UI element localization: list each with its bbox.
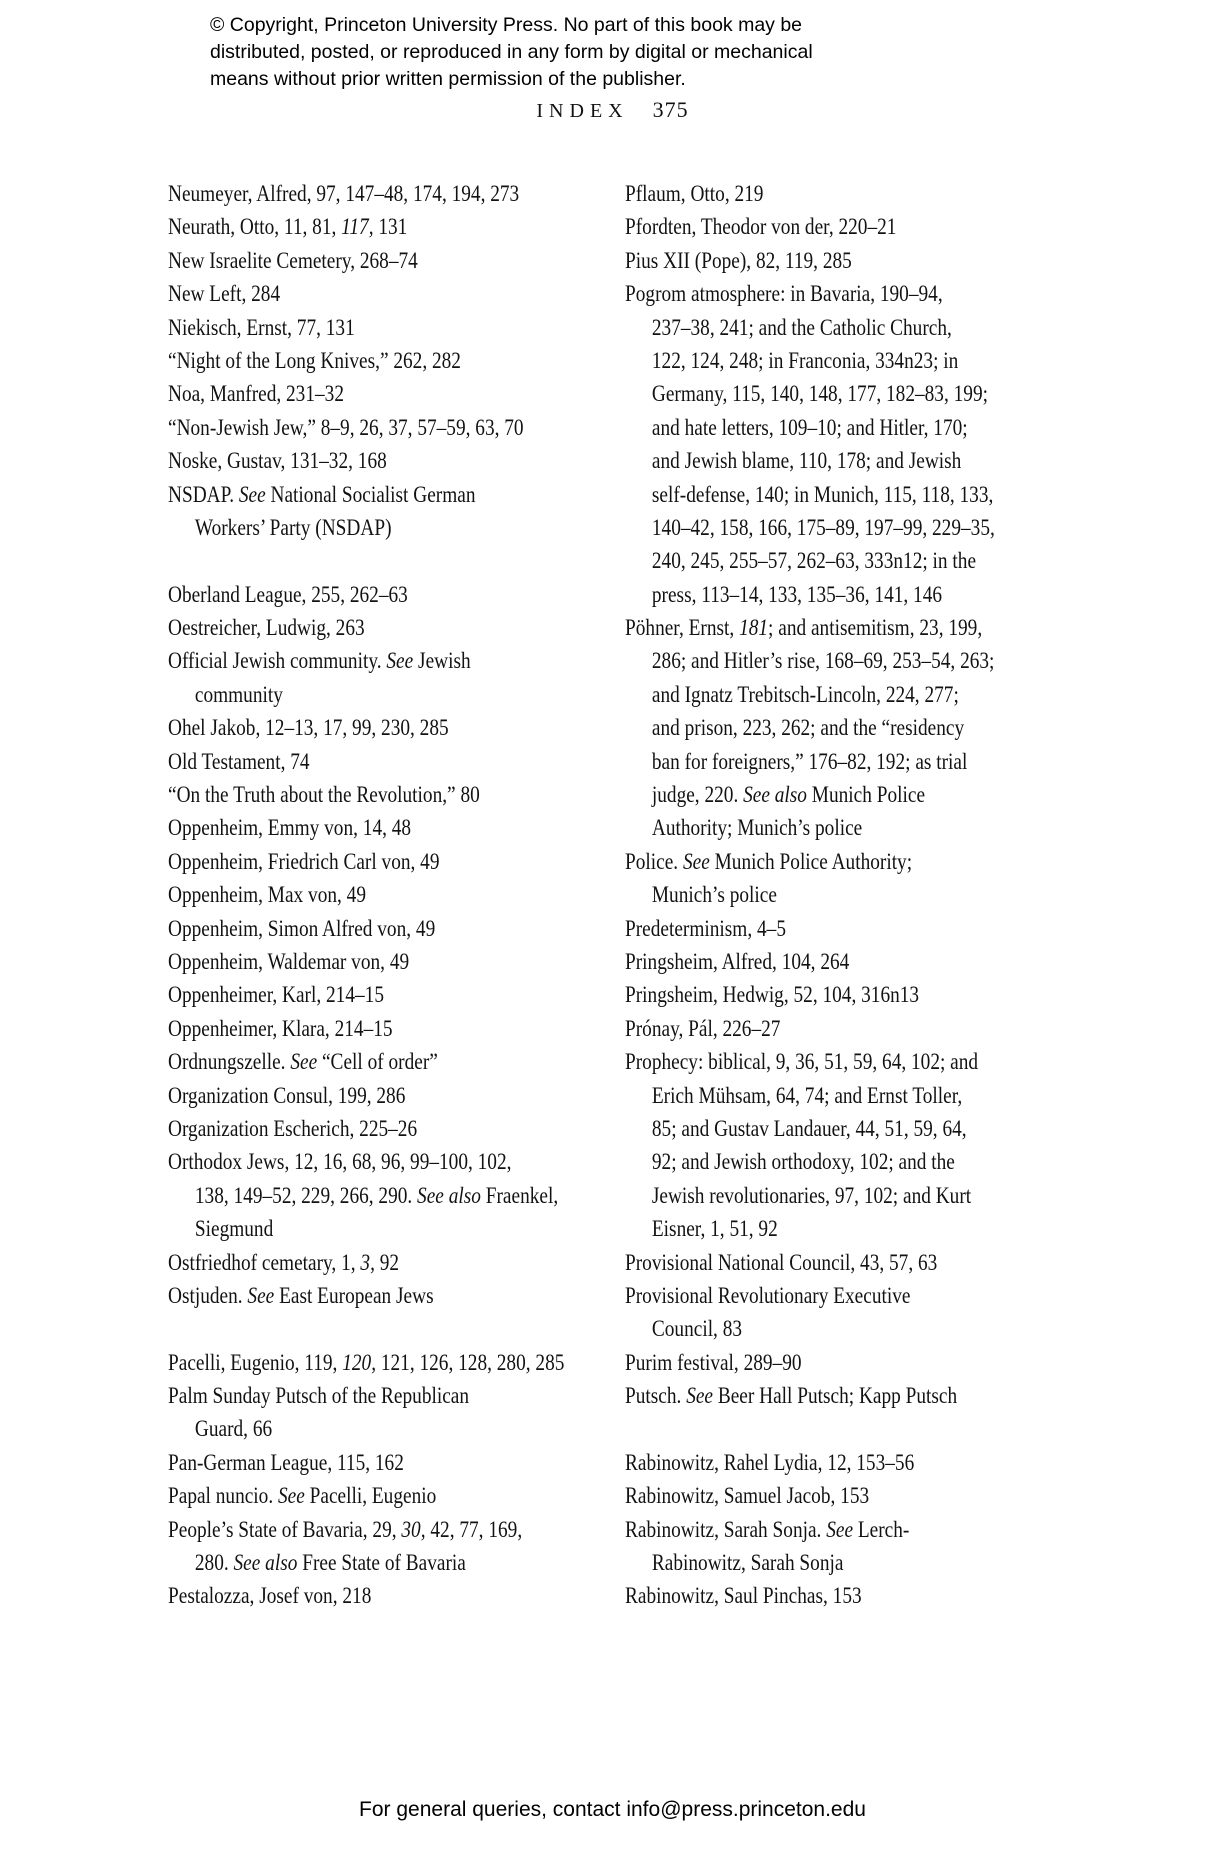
- index-column-left: [168, 177, 638, 1613]
- index-line: Provisional National Council, 43, 57, 63: [625, 1249, 938, 1275]
- index-line: Pius XII (Pope), 82, 119, 285: [625, 247, 852, 273]
- index-line: Papal nuncio. See Pacelli, Eugenio: [168, 1483, 437, 1509]
- index-label: INDEX: [536, 100, 629, 122]
- index-line: Putsch. See Beer Hall Putsch; Kapp Putsch: [625, 1383, 958, 1409]
- index-line: Oestreicher, Ludwig, 263: [168, 615, 365, 641]
- index-line: 92; and Jewish orthodoxy, 102; and the: [651, 1149, 955, 1175]
- index-line: Organization Consul, 199, 286: [168, 1082, 406, 1108]
- index-line: and prison, 223, 262; and the “residency: [651, 715, 965, 741]
- index-line: “Non-Jewish Jew,” 8–9, 26, 37, 57–59, 63, 70: [168, 414, 524, 440]
- index-line-italic: See: [290, 1049, 318, 1075]
- index-line: Erich Mühsam, 64, 74; and Ernst Toller,: [651, 1082, 963, 1108]
- index-line: Oppenheimer, Karl, 214–15: [168, 982, 384, 1008]
- index-line: New Left, 284: [168, 281, 281, 307]
- index-line-italic: See also: [233, 1550, 298, 1576]
- index-line: Oppenheim, Emmy von, 14, 48: [168, 815, 412, 841]
- index-line: and Ignatz Trebitsch-Lincoln, 224, 277;: [651, 681, 959, 707]
- index-line: and Jewish blame, 110, 178; and Jewish: [651, 448, 962, 474]
- index-line: 85; and Gustav Landauer, 44, 51, 59, 64,: [651, 1115, 967, 1141]
- index-line-italic: See: [682, 848, 710, 874]
- index-line: Ostfriedhof cemetary, 1, 3, 92: [168, 1249, 400, 1275]
- index-line: Predeterminism, 4–5: [625, 915, 786, 941]
- index-line: Rabinowitz, Sarah Sonja. See Lerch-: [625, 1516, 910, 1542]
- index-line-italic: 30,: [401, 1516, 426, 1542]
- index-line: Noa, Manfred, 231–32: [168, 381, 344, 407]
- index-line: Pringsheim, Alfred, 104, 264: [625, 948, 850, 974]
- index-line: 280. See also Free State of Bavaria: [194, 1550, 466, 1576]
- index-line: Official Jewish community. See Jewish: [168, 648, 471, 674]
- index-line-spacer: [625, 1412, 1112, 1445]
- index-line: self-defense, 140; in Munich, 115, 118, 133,: [651, 481, 994, 507]
- index-line: Authority; Munich’s police: [651, 815, 863, 841]
- index-line: Palm Sunday Putsch of the Republican: [168, 1383, 470, 1409]
- index-line: press, 113–14, 133, 135–36, 141, 146: [651, 581, 943, 607]
- index-line: Niekisch, Ernst, 77, 131: [168, 314, 355, 340]
- index-line: ban for foreigners,” 176–82, 192; as trial: [651, 748, 968, 774]
- index-line: 122, 124, 248; in Franconia, 334n23; in: [651, 347, 959, 373]
- index-line: Ordnungszelle. See “Cell of order”: [168, 1049, 438, 1075]
- index-line: “On the Truth about the Revolution,” 80: [168, 782, 480, 808]
- index-line: Rabinowitz, Samuel Jacob, 153: [625, 1483, 870, 1509]
- footer-contact: For general queries, contact info@press.princeton.edu: [359, 1798, 866, 1821]
- index-line-italic: See: [386, 648, 414, 674]
- index-line-italic: See also: [743, 782, 807, 808]
- index-line-italic: See: [247, 1282, 275, 1308]
- index-line: Organization Escherich, 225–26: [168, 1115, 418, 1141]
- index-line: 138, 149–52, 229, 266, 290. See also Fraenkel,: [194, 1182, 559, 1208]
- index-line: Pfordten, Theodor von der, 220–21: [625, 214, 897, 240]
- index-line: Prophecy: biblical, 9, 36, 51, 59, 64, 102; and: [625, 1049, 979, 1075]
- index-line-italic: 117,: [341, 214, 374, 240]
- page-number: 375: [652, 97, 689, 122]
- index-line: Pringsheim, Hedwig, 52, 104, 316n13: [625, 982, 920, 1008]
- index-line: 240, 245, 255–57, 262–63, 333n12; in the: [651, 548, 977, 574]
- index-column-right: [625, 177, 1112, 1613]
- index-line: Pestalozza, Josef von, 218: [168, 1583, 372, 1609]
- index-line: Germany, 115, 140, 148, 177, 182–83, 199;: [651, 381, 988, 407]
- copyright-line: means without prior written permission of the publisher.: [210, 68, 686, 90]
- copyright-line: distributed, posted, or reproduced in any form by digital or mechanical: [210, 41, 813, 63]
- index-line: judge, 220. See also Munich Police: [651, 782, 926, 808]
- index-line: Pöhner, Ernst, 181; and antisemitism, 23, 199,: [625, 615, 983, 641]
- index-line: Rabinowitz, Sarah Sonja: [651, 1550, 844, 1576]
- index-line-italic: See also: [417, 1182, 481, 1208]
- index-line: 140–42, 158, 166, 175–89, 197–99, 229–35,: [651, 514, 995, 540]
- index-line-spacer: [168, 544, 638, 577]
- index-line: Purim festival, 289–90: [625, 1349, 802, 1375]
- index-line-spacer: [168, 1312, 638, 1345]
- index-line: NSDAP. See National Socialist German: [168, 481, 476, 507]
- index-line-italic: See: [278, 1483, 305, 1509]
- index-line: 237–38, 241; and the Catholic Church,: [651, 314, 952, 340]
- index-line: Council, 83: [651, 1316, 743, 1342]
- index-line: 286; and Hitler’s rise, 168–69, 253–54, 263;: [651, 648, 995, 674]
- index-line: Old Testament, 74: [168, 748, 310, 774]
- index-line: Pflaum, Otto, 219: [625, 181, 764, 206]
- index-heading: [0, 97, 1225, 123]
- index-line: Oppenheim, Friedrich Carl von, 49: [168, 848, 440, 874]
- index-line-italic: See: [826, 1516, 854, 1542]
- index-line: Oppenheimer, Klara, 214–15: [168, 1015, 393, 1041]
- index-line: Pogrom atmosphere: in Bavaria, 190–94,: [625, 281, 943, 307]
- index-line: Siegmund: [194, 1216, 274, 1242]
- index-line-italic: See: [686, 1383, 714, 1409]
- index-line: Workers’ Party (NSDAP): [194, 514, 392, 540]
- index-line: Neumeyer, Alfred, 97, 147–48, 174, 194, 273: [168, 181, 520, 206]
- index-line: community: [194, 681, 283, 707]
- index-line: Pacelli, Eugenio, 119, 120, 121, 126, 128, 280, 285: [168, 1349, 565, 1375]
- index-line: Orthodox Jews, 12, 16, 68, 96, 99–100, 102,: [168, 1149, 512, 1175]
- index-line: Noske, Gustav, 131–32, 168: [168, 448, 387, 474]
- index-line: Ostjuden. See East European Jews: [168, 1282, 434, 1308]
- index-line: New Israelite Cemetery, 268–74: [168, 247, 418, 273]
- index-line: and hate letters, 109–10; and Hitler, 170;: [651, 414, 968, 440]
- index-line: Rabinowitz, Rahel Lydia, 12, 153–56: [625, 1449, 915, 1475]
- copyright-line: © Copyright, Princeton University Press. No part of this book may be: [210, 14, 803, 36]
- index-line: Prónay, Pál, 226–27: [625, 1015, 781, 1041]
- index-line: Jewish revolutionaries, 97, 102; and Kurt: [651, 1182, 972, 1208]
- index-line-italic: 3,: [360, 1249, 375, 1275]
- index-line: Provisional Revolutionary Executive: [625, 1282, 911, 1308]
- index-line: “Night of the Long Knives,” 262, 282: [168, 347, 461, 373]
- index-line: Police. See Munich Police Authority;: [625, 848, 913, 874]
- index-line: Oberland League, 255, 262–63: [168, 581, 408, 607]
- index-line: Oppenheim, Simon Alfred von, 49: [168, 915, 436, 941]
- index-line-italic: 120,: [342, 1349, 377, 1375]
- index-line: Pan-German League, 115, 162: [168, 1449, 404, 1475]
- index-line: People’s State of Bavaria, 29, 30, 42, 77, 169,: [168, 1516, 523, 1542]
- index-line: Neurath, Otto, 11, 81, 117, 131: [168, 214, 408, 240]
- index-line-italic: 181: [739, 615, 769, 641]
- index-line: Rabinowitz, Saul Pinchas, 153: [625, 1583, 862, 1609]
- index-line: Eisner, 1, 51, 92: [651, 1216, 778, 1242]
- index-line: Munich’s police: [651, 882, 777, 908]
- copyright-notice: [210, 12, 813, 93]
- index-line: Oppenheim, Waldemar von, 49: [168, 948, 410, 974]
- index-line: Oppenheim, Max von, 49: [168, 882, 367, 908]
- index-line-italic: See: [238, 481, 266, 507]
- index-line: Ohel Jakob, 12–13, 17, 99, 230, 285: [168, 715, 449, 741]
- index-line: Guard, 66: [194, 1416, 273, 1442]
